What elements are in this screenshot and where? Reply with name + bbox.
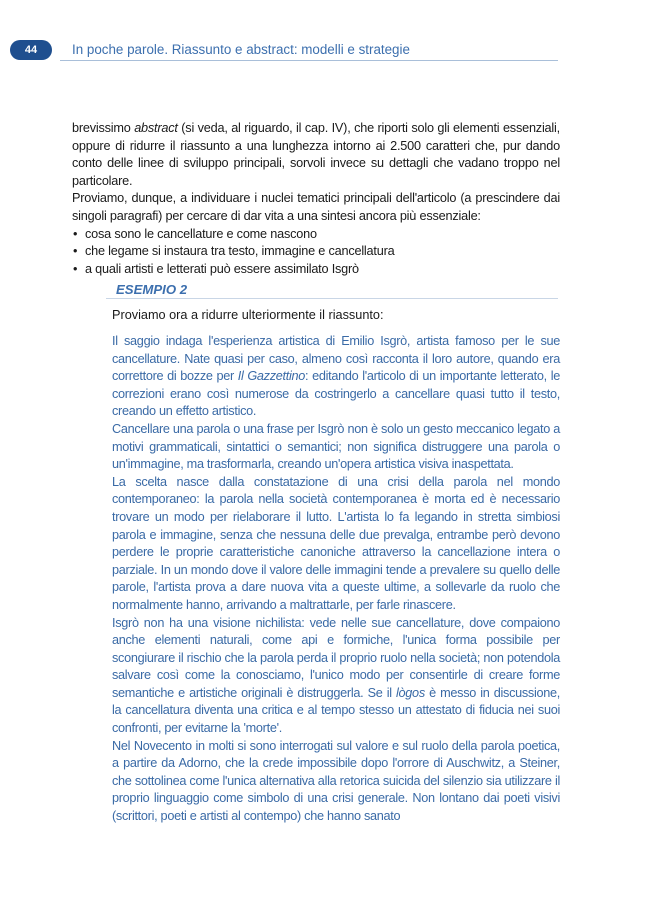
text-run: è messo in discussione, la cancellatura diventa una critica e al tempo stesso un attestato di fiducia nei suoi confronti, per evitarne la 'morte'. [112,685,560,736]
example-divider [106,298,558,299]
example-paragraph [112,615,560,738]
example-title: ESEMPIO 2 [116,282,188,297]
header-divider [60,60,558,61]
text-run: : editando l'articolo di un importante letterato, le correzioni erano così numerose da costringerlo a cancellare quasi tutto il testo, creando un effetto artistico. [112,369,560,419]
text-run: Isgrò non ha una visione nichilista: vede nelle sue cancellature, dove compaiono anche elementi naturali, come api e formiche, l'unica forma possibile per scongiurare il rischio che la parola perda il proprio ruolo nella società; non potendola salvare così come la conosciamo, l'unico modo per consentirle di creare forme semantiche e artistiche originali è distruggerla. Se il [112,615,560,700]
bullet-list [72,226,560,279]
example-paragraph: Nel Novecento in molti si sono interrogati sul valore e sul ruolo della parola poetica, a partire da Adorno, che la crede impossibile dopo l'orrore di Auschwitz, a Steiner, che sottolinea come l'unica alternativa alla retorica suicida del silenzio sia utilizzare il proprio linguaggio come simbolo di una crisi generale. Non lontano dai poeti visivi (scrittori, poeti e artisti al contempo) che hanno sanato [112,738,560,824]
emphasis-text: lògos [396,685,425,700]
bullet-item: • cosa sono le cancellature e come nascono [72,226,560,244]
emphasis-text: Il Gazzettino [237,369,306,384]
emphasis-text: abstract [134,121,178,135]
page-number-badge: 44 [10,40,52,60]
text-run: Il saggio indaga l'esperienza artistica di Emilio Isgrò, artista famoso per le sue cancellature. Nate quasi per caso, almeno così racconta il loro autore, quando era correttore di bozze per [112,334,560,384]
bullet-item: • a quali artisti e letterati può essere assimilato Isgrò [72,261,560,279]
text-run: brevissimo [72,121,135,135]
example-intro: Proviamo ora a ridurre ulteriormente il riassunto: [112,308,384,322]
paragraph: Proviamo, dunque, a individuare i nuclei tematici principali dell'articolo (a prescindere dai singoli paragrafi) per cercare di dar vita a una sintesi ancora più essenziale: [72,191,560,223]
running-header-title: In poche parole. Riassunto e abstract: modelli e strategie [72,42,410,57]
bullet-item: • che legame si instaura tra testo, immagine e cancellatura [72,243,560,261]
text-run: (si veda, al riguardo, il cap. IV), che riporti solo gli elementi essenziali, oppure di ridurre il riassunto a una lunghezza intorno ai 2.500 caratteri che, pur dando conto delle linee di sviluppo principali, sorvoli invece su dettagli che vadano troppo nel particolare. [72,121,560,188]
example-paragraph: Cancellare una parola o una frase per Isgrò non è solo un gesto meccanico legato a motivi grammaticali, sintattici o semantici; non significa distruggere una parola o un'immagine, ma trasformarla, creando un'opera artistica visiva inaspettata. [112,421,560,472]
example-paragraph: La scelta nasce dalla constatazione di una crisi della parola nel mondo contemporaneo: la parola nella società contemporanea è morta ed è necessario trovare un modo per rielaborare il lutto. L'artista lo fa legando in stretta simbiosi parola e immagine, senza che nessuna delle due prevalga, entrambe però devono perdere le proprie caratteristiche canoniche attraverso la cancellazione intera o parziale. In un mondo dove il valore delle immagini tende a prevalere su quello delle parole, l'artista prova a dare nuova vita a queste ultime, a sollevarle da ruolo che normalmente hanno, arrivando a maltrattarle, per farle rinascere. [112,474,560,612]
example-body [112,333,560,826]
body-text [72,120,560,278]
paragraph [72,120,560,190]
example-paragraph [112,333,560,421]
